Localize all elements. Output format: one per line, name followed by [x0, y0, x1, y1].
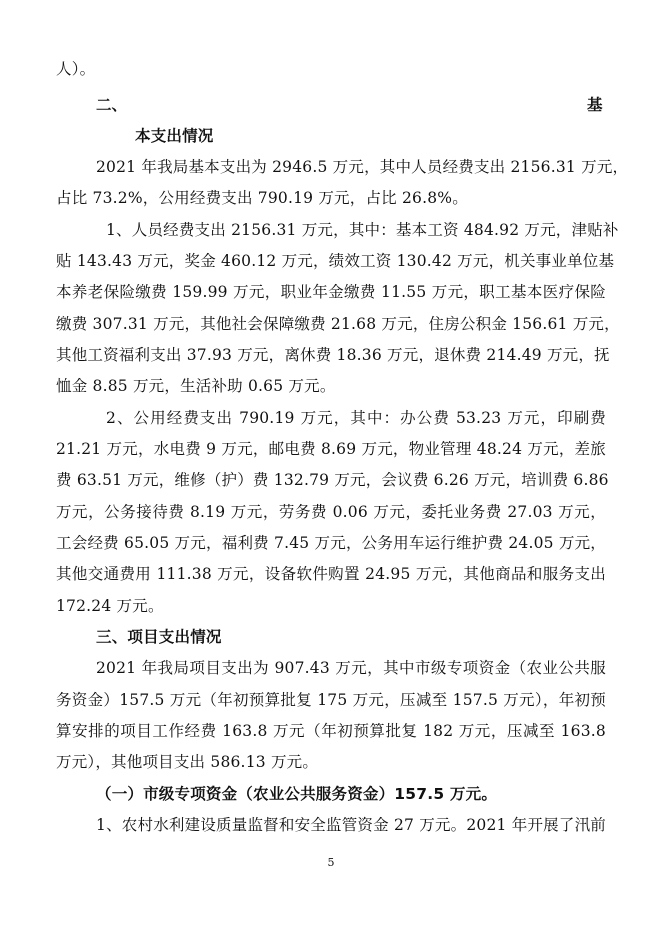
- paragraph-line: 2021 年我局基本支出为 2946.5 万元，其中人员经费支出 2156.31 万元，: [96, 158, 629, 176]
- paragraph-line: 其他工资福利支出 37.93 万元，离休费 18.36 万元，退休费 214.49 万元，抚: [56, 346, 610, 364]
- paragraph-line: 万元），其他项目支出 586.13 万元。: [56, 753, 319, 771]
- section-2-title: 本支出情况: [135, 127, 214, 145]
- continued-text-line: 人）。: [56, 60, 96, 78]
- subsection-1-title: （一）市级专项资金（农业公共服务资金）157.5 万元。: [96, 785, 498, 803]
- paragraph-line: 21.21 万元，水电费 9 万元，邮电费 8.69 万元，物业管理 48.24 万元，差旅: [56, 440, 606, 458]
- section-2-title-start: 基: [587, 96, 603, 114]
- paragraph-line: 2021 年我局项目支出为 907.43 万元，其中市级专项资金（农业公共服: [96, 659, 606, 677]
- paragraph-line: 务资金）157.5 万元（年初预算批复 175 万元，压减至 157.5 万元），年初预: [56, 691, 606, 709]
- paragraph-line: 缴费 307.31 万元，其他社会保障缴费 21.68 万元，住房公积金 156.61 万元，: [56, 315, 620, 333]
- section-2-number: 二、: [96, 96, 128, 114]
- paragraph-line: 1、人员经费支出 2156.31 万元，其中：基本工资 484.92 万元，津贴补: [106, 221, 619, 239]
- paragraph-line: 万元，公务接待费 8.19 万元，劳务费 0.06 万元，委托业务费 27.03 万元，: [56, 503, 606, 521]
- paragraph-line: 其他交通费用 111.38 万元，设备软件购置 24.95 万元，其他商品和服务支出: [56, 565, 606, 583]
- section-3-title: 三、项目支出情况: [96, 628, 222, 646]
- paragraph-line: 费 63.51 万元，维修（护）费 132.79 万元，会议费 6.26 万元，培训费 6.86: [56, 471, 609, 489]
- paragraph-line: 2、公用经费支出 790.19 万元，其中：办公费 53.23 万元，印刷费: [106, 409, 606, 427]
- paragraph-line: 贴 143.43 万元，奖金 460.12 万元，绩效工资 130.42 万元，机关事业单位基: [56, 252, 615, 270]
- paragraph-line: 恤金 8.85 万元，生活补助 0.65 万元。: [56, 377, 336, 395]
- page-number: 5: [327, 856, 335, 869]
- paragraph-line: 工会经费 65.05 万元，福利费 7.45 万元，公务用车运行维护费 24.05 万元，: [56, 534, 606, 552]
- paragraph-line: 172.24 万元。: [56, 597, 164, 615]
- paragraph-line: 1、农村水利建设质量监督和安全监管资金 27 万元。2021 年开展了汛前: [96, 816, 606, 834]
- paragraph-line: 占比 73.2%，公用经费支出 790.19 万元，占比 26.8%。: [56, 189, 468, 207]
- paragraph-line: 算安排的项目工作经费 163.8 万元（年初预算批复 182 万元，压减至 163.8: [56, 722, 606, 740]
- paragraph-line: 本养老保险缴费 159.99 万元，职业年金缴费 11.55 万元，职工基本医疗保险: [56, 283, 606, 301]
